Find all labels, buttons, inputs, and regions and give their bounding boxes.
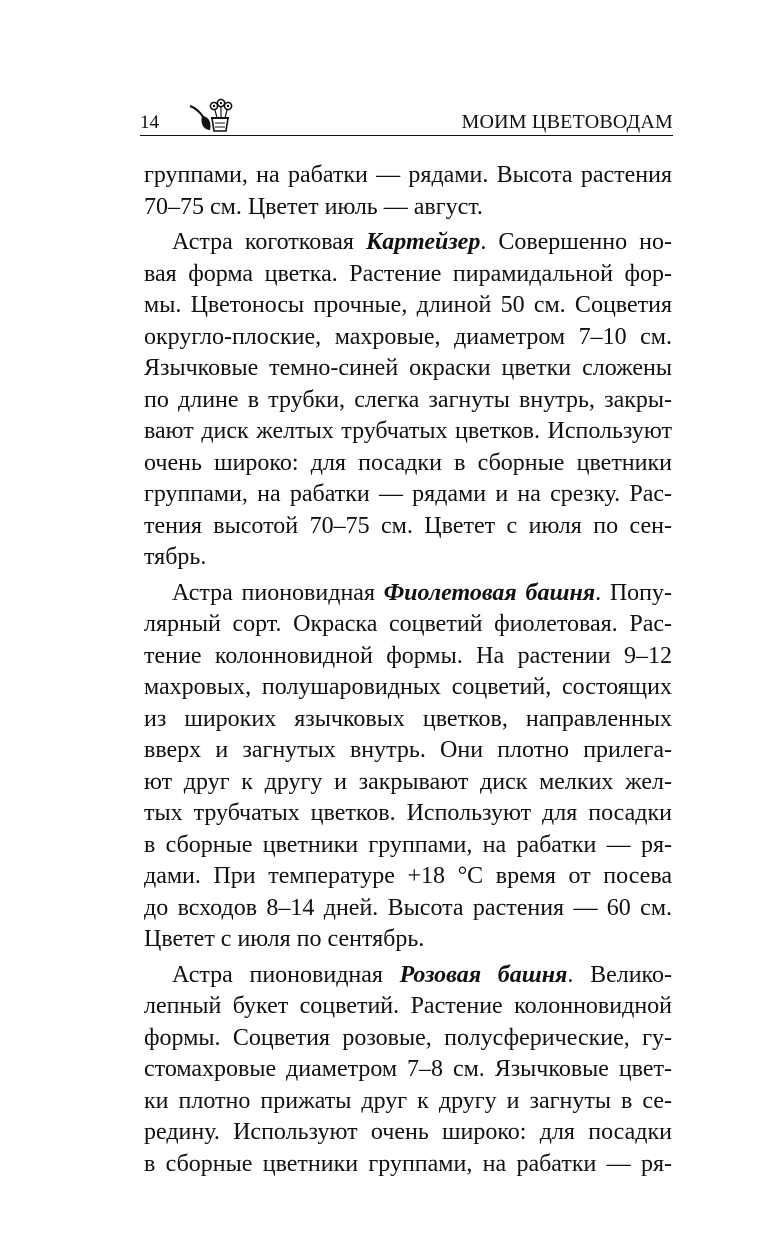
cultivar-name: Фиолетовая башня bbox=[383, 579, 596, 606]
text-line: тябрь. bbox=[144, 544, 207, 570]
text-line: вая форма цветка. Растение пирамидальной фор- bbox=[144, 260, 672, 287]
text-line: махровых, полушаровидных соцветий, состоящих bbox=[144, 674, 672, 700]
text-line: ют друг к другу и закрывают диск мелких жел- bbox=[144, 768, 672, 795]
text-line: лярный сорт. Окраска соцветий фиолетовая. Рас- bbox=[144, 611, 672, 637]
text-line: Цветет с июля по сентябрь. bbox=[144, 926, 425, 952]
text-line: вверх и загнутых внутрь. Они плотно прилега- bbox=[144, 737, 672, 763]
body-text bbox=[144, 160, 672, 1184]
paragraph bbox=[144, 227, 672, 574]
text-line: дами. При температуре +18 °С время от посева bbox=[144, 863, 672, 889]
cultivar-name: Картейзер bbox=[366, 229, 481, 255]
text-line: из широких язычковых цветков, направленных bbox=[144, 705, 672, 732]
text-line: до всходов 8–14 дней. Высота растения — 60 см. bbox=[144, 894, 672, 921]
text-segment: Астра коготковая bbox=[172, 229, 366, 255]
text-line: по длине в трубки, слегка загнуты внутрь, закры- bbox=[144, 386, 672, 413]
text-line: 70–75 см. Цветет июль — август. bbox=[144, 193, 483, 220]
text-segment: . Попу- bbox=[595, 579, 672, 606]
text-segment: . Совершенно но- bbox=[480, 229, 672, 255]
running-title: МОИМ ЦВЕТОВОДАМ bbox=[461, 111, 673, 133]
text-line bbox=[144, 960, 672, 992]
page-header bbox=[140, 98, 673, 138]
paragraph bbox=[144, 578, 672, 956]
paragraph bbox=[144, 960, 672, 1181]
flower-trowel-icon bbox=[188, 98, 234, 136]
text-segment: Астра пионовидная bbox=[172, 961, 400, 988]
cultivar-name: Розовая башня bbox=[399, 961, 568, 988]
text-line bbox=[144, 227, 672, 259]
text-line bbox=[144, 578, 672, 610]
text-line: редину. Используют очень широко: для посадки bbox=[144, 1119, 672, 1145]
text-line: группами, на рабатки — рядами. Высота растения bbox=[144, 162, 672, 188]
text-line: очень широко: для посадки в сборные цветники bbox=[144, 449, 672, 476]
text-line: ки плотно прижаты друг к другу и загнуты в се- bbox=[144, 1087, 672, 1114]
text-line: тение колонновидной формы. На растении 9–12 bbox=[144, 642, 672, 669]
text-line: лепный букет соцветий. Растение колонновидной bbox=[144, 993, 672, 1019]
page-number: 14 bbox=[140, 112, 159, 133]
text-segment: Астра пионовидная bbox=[172, 579, 384, 606]
text-line: вают диск желтых трубчатых цветков. Используют bbox=[144, 418, 672, 444]
text-line: в сборные цветники группами, на рабатки — ря- bbox=[144, 831, 672, 858]
text-line: тения высотой 70–75 см. Цветет с июля по сен- bbox=[144, 512, 672, 539]
text-line: формы. Соцветия розовые, полусферические, гу- bbox=[144, 1024, 672, 1051]
text-line: в сборные цветники группами, на рабатки — ря- bbox=[144, 1150, 672, 1177]
text-line: мы. Цветоносы прочные, длиной 50 см. Соцветия bbox=[144, 292, 672, 318]
header-rule bbox=[140, 135, 673, 136]
text-line: округло-плоские, махровые, диаметром 7–10 см. bbox=[144, 323, 672, 350]
text-line: тых трубчатых цветков. Используют для посадки bbox=[144, 800, 672, 826]
paragraph bbox=[144, 160, 672, 223]
text-line: Язычковые темно-синей окраски цветки сложены bbox=[144, 355, 672, 381]
text-segment: . Велико- bbox=[567, 961, 672, 988]
text-line: группами, на рабатки — рядами и на срезку. Рас- bbox=[144, 481, 672, 507]
text-line: стомахровые диаметром 7–8 см. Язычковые цвет- bbox=[144, 1056, 672, 1082]
